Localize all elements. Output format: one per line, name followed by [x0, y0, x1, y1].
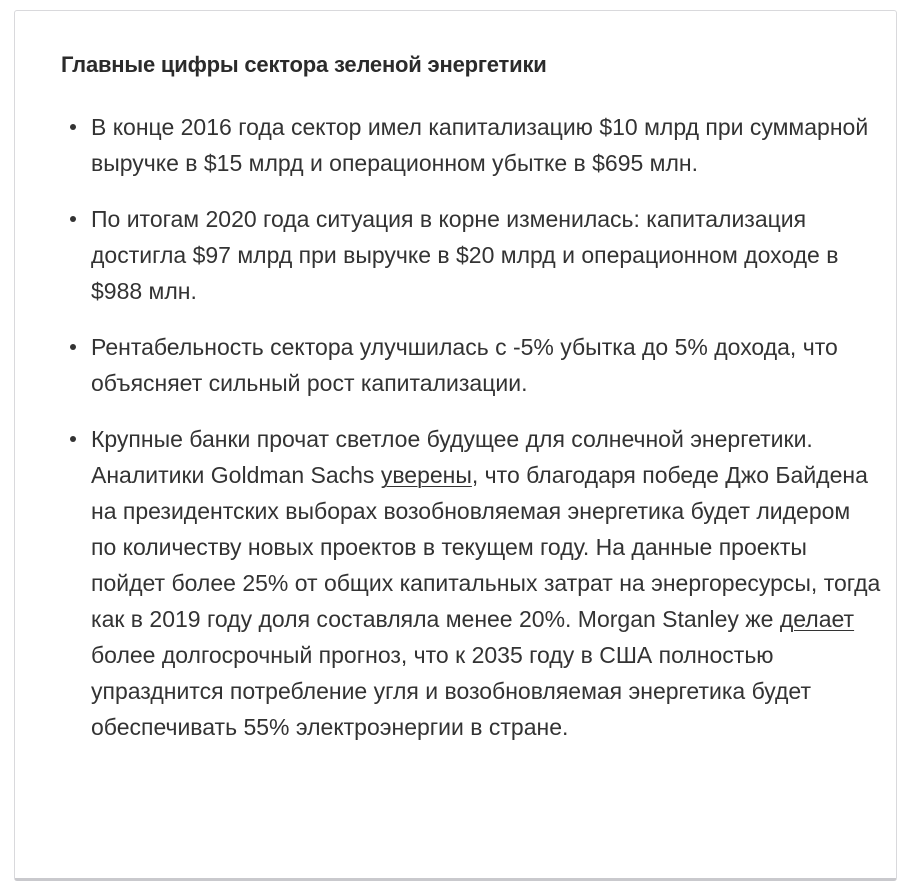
list-item-text: , что благодаря победе Джо Байдена на президентских выборах возобновляемая энергетика будет лидером по количеству новых проектов в текущем году. На данные проекты пойдет более 25% от общих капитальных затрат на энергоресурсы, тогда как в 2019 году доля составляла менее 20%. Morgan Stanley же: [91, 462, 881, 632]
list-item-text: Рентабельность сектора улучшилась с -5% убытка до 5% дохода, что объясняет сильный рост капитализации.: [91, 334, 838, 396]
facts-list: [91, 109, 881, 765]
list-item-text: более долгосрочный прогноз, что к 2035 году в США полностью упразднится потребление угля и возобновляемая энергетика будет обеспечивать 55% электроэнергии в стране.: [91, 642, 811, 740]
bullet-icon: [70, 124, 76, 130]
morgan-stanley-source-link[interactable]: делает: [779, 606, 855, 632]
bullet-icon: [70, 436, 76, 442]
article-card: [14, 10, 897, 881]
bullet-icon: [70, 344, 76, 350]
list-item-text: По итогам 2020 года ситуация в корне изменилась: капитализация достигла $97 млрд при выручке в $20 млрд и операционном доходе в $988 млн.: [91, 206, 839, 304]
list-item: [91, 329, 881, 401]
list-item-text: Крупные банки прочат светлое будущее для солнечной энергетики. Аналитики Goldman Sachs: [91, 426, 813, 488]
section-title: Главные цифры сектора зеленой энергетики: [61, 52, 547, 77]
list-item: [91, 201, 881, 309]
bullet-icon: [70, 216, 76, 222]
list-item: [91, 421, 881, 745]
list-item-text: В конце 2016 года сектор имел капитализацию $10 млрд при суммарной выручке в $15 млрд и операционном убытке в $695 млн.: [91, 114, 869, 176]
list-item: [91, 109, 881, 181]
goldman-sachs-source-link[interactable]: уверены: [380, 462, 472, 488]
